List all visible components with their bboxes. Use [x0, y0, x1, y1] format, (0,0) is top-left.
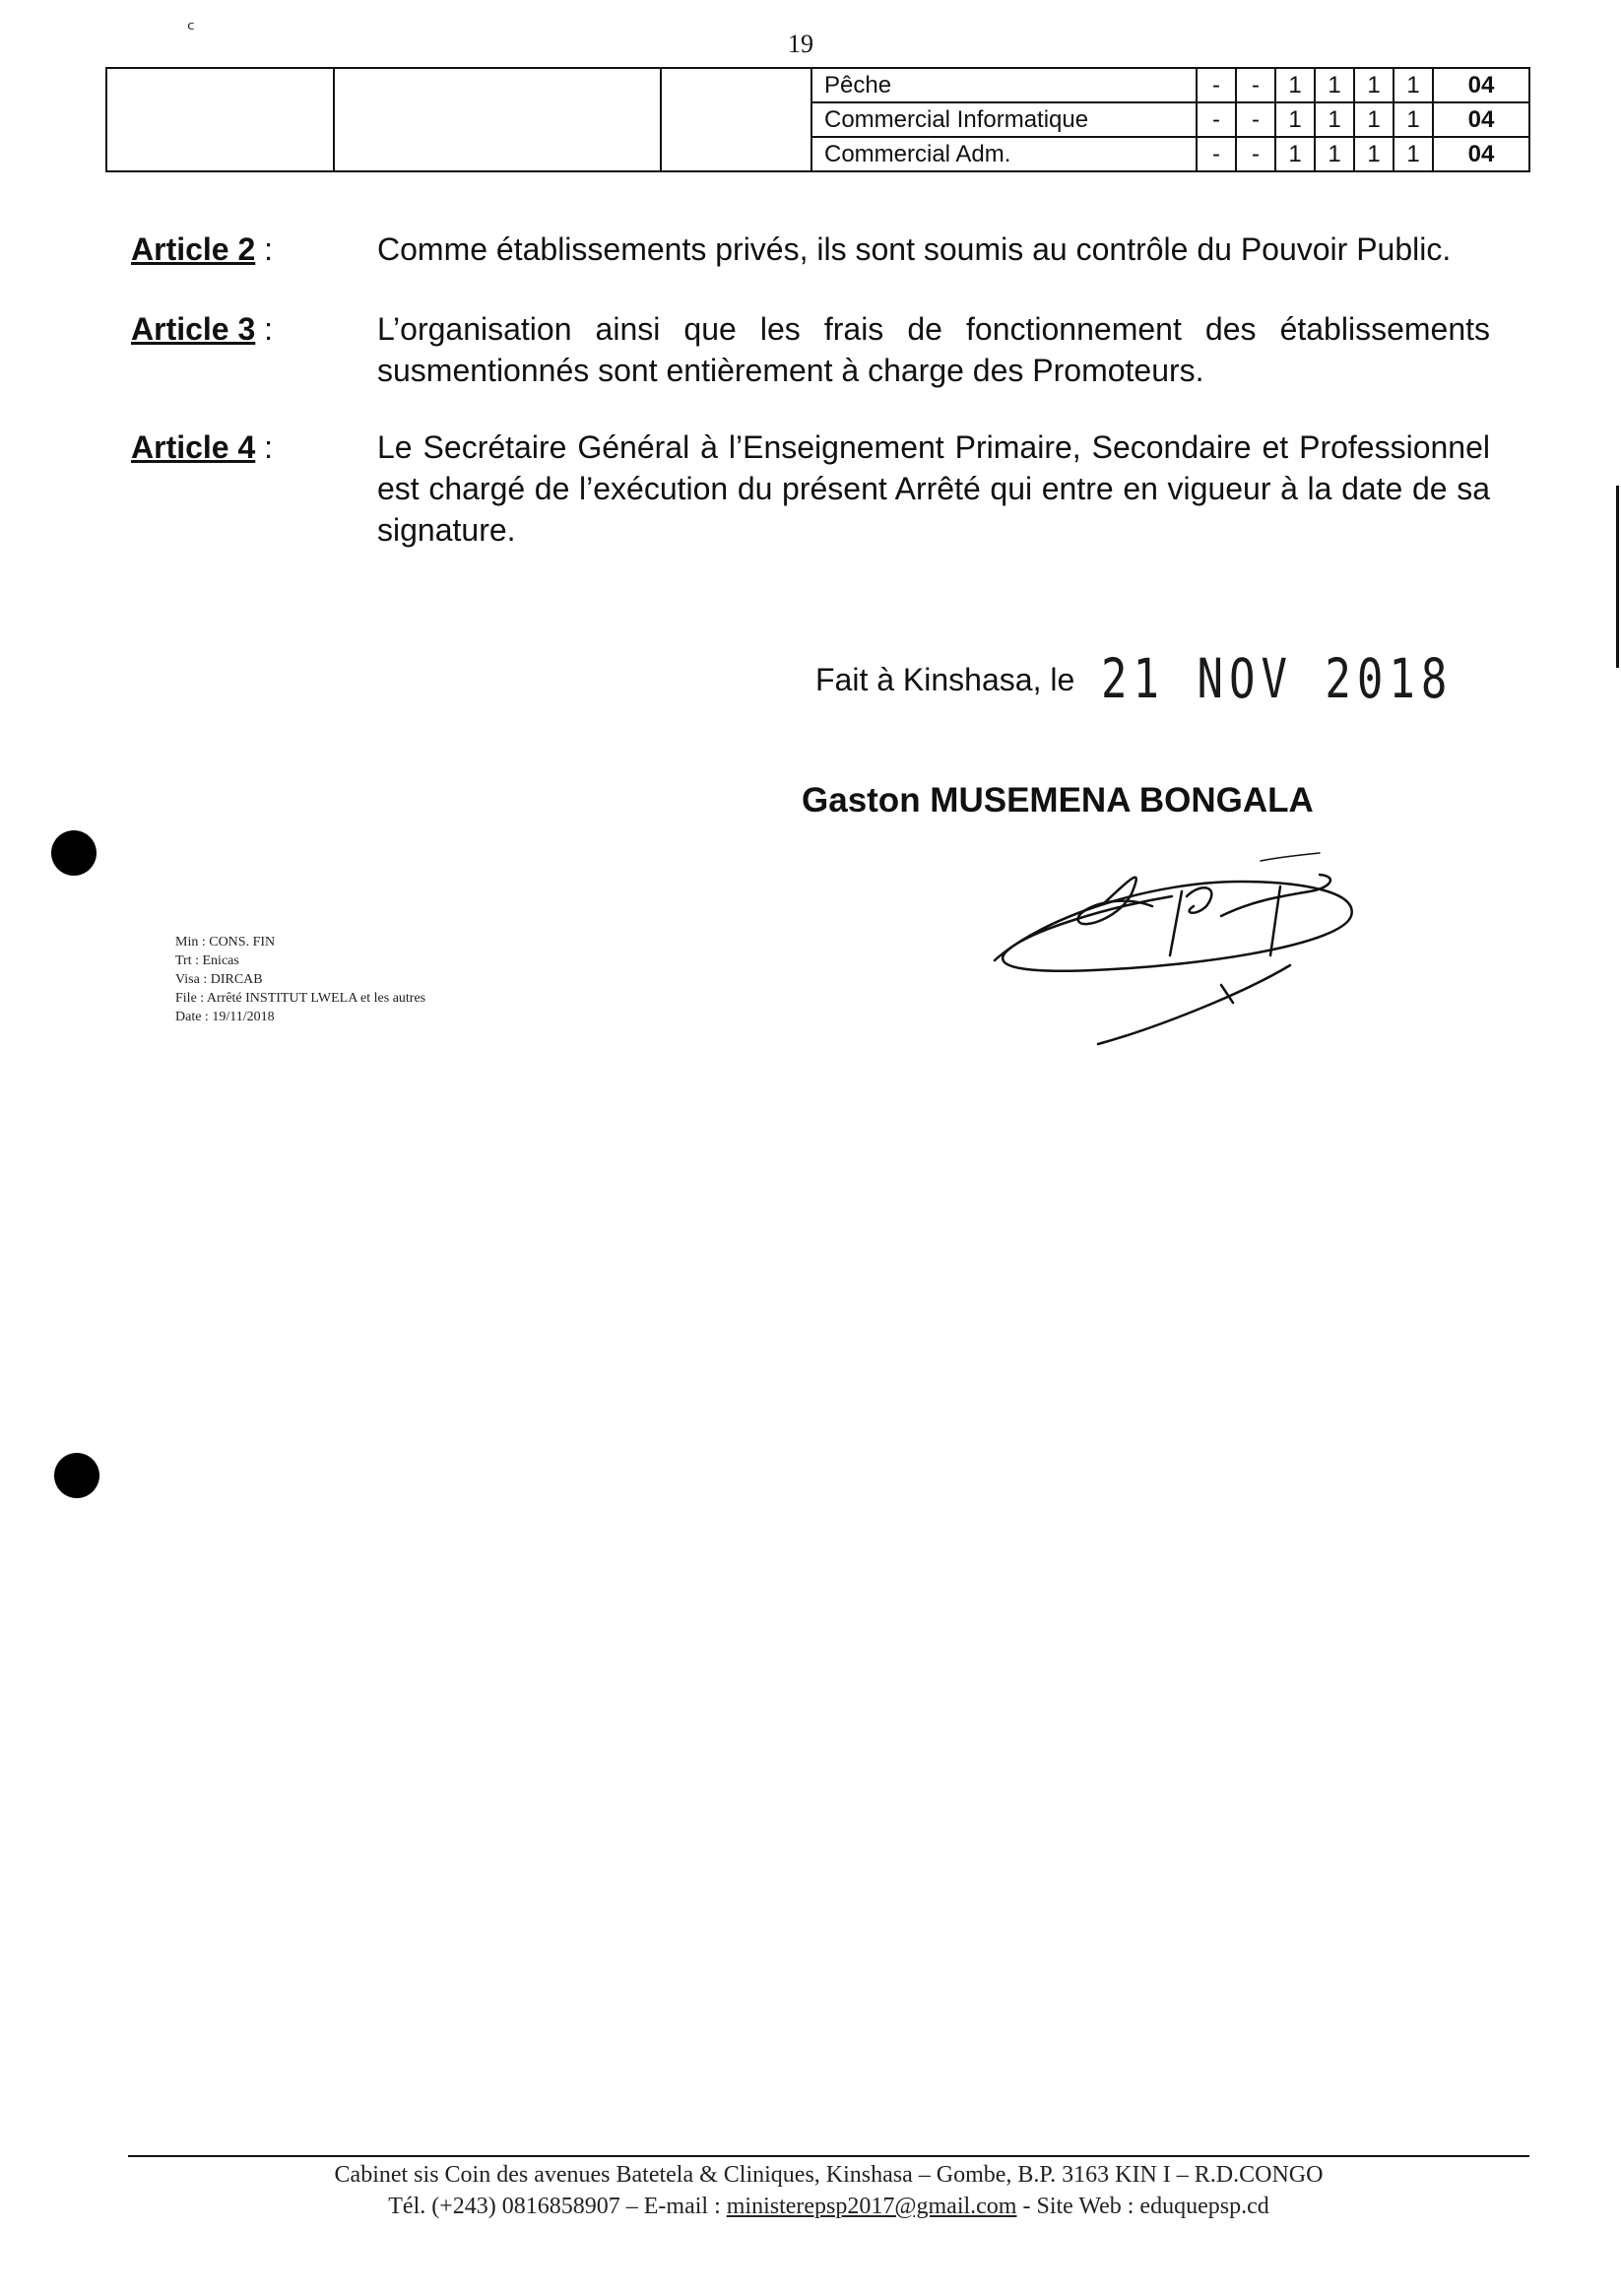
- table-row: [106, 137, 1529, 171]
- count-cell: 1: [1394, 102, 1433, 137]
- total-cell: 04: [1433, 137, 1529, 171]
- count-cell: 1: [1275, 137, 1315, 171]
- footer-contact: [128, 2194, 1529, 2220]
- count-cell: -: [1197, 68, 1236, 102]
- article-label: Article 2: [131, 231, 256, 267]
- empty-cell: [334, 102, 661, 137]
- footer-divider: [128, 2155, 1529, 2157]
- schedule-table: [105, 67, 1530, 172]
- scan-edge-line: [1616, 486, 1619, 668]
- footer-email-link[interactable]: ministerepsp2017@gmail.com: [726, 2194, 1017, 2219]
- empty-cell: [661, 68, 811, 102]
- article-heading: [131, 426, 367, 468]
- punch-hole: [54, 1453, 99, 1498]
- article-text: Comme établissements privés, ils sont soumis au contrôle du Pouvoir Public.: [377, 231, 1452, 267]
- article-colon: :: [255, 311, 274, 347]
- footer-website: - Site Web : eduquepsp.cd: [1016, 2194, 1269, 2219]
- count-cell: 1: [1315, 68, 1354, 102]
- ref-visa: Visa : DIRCAB: [175, 972, 263, 987]
- count-cell: 1: [1354, 68, 1394, 102]
- footer-tel: Tél. (+243) 0816858907 – E-mail :: [388, 2194, 727, 2219]
- handwritten-signature: [985, 837, 1398, 1054]
- count-cell: 1: [1354, 102, 1394, 137]
- place-date-label: Fait à Kinshasa, le: [815, 662, 1075, 697]
- count-cell: 1: [1275, 68, 1315, 102]
- article-label: Article 4: [131, 429, 256, 465]
- total-cell: 04: [1433, 102, 1529, 137]
- count-cell: 1: [1315, 102, 1354, 137]
- date-stamp: 21 NOV 2018: [1101, 648, 1454, 711]
- count-cell: -: [1236, 68, 1275, 102]
- article-text: Le Secrétaire Général à l’Enseignement Primaire, Secondaire et Professionnel est chargé de l’exécution du présent Arrêté qui entre en vigueur à la date de sa signature.: [377, 429, 1490, 548]
- empty-cell: [106, 102, 334, 137]
- empty-cell: [106, 68, 334, 102]
- article-text: L’organisation ainsi que les frais de fonctionnement des établissements susmentionnés sont entièrement à charge des Promoteurs.: [377, 311, 1490, 388]
- table-row: [106, 68, 1529, 102]
- signatory-name: Gaston MUSEMENA BONGALA: [802, 781, 1314, 820]
- count-cell: 1: [1394, 137, 1433, 171]
- empty-cell: [661, 137, 811, 171]
- reference-block: [175, 933, 425, 1026]
- page-number: 19: [788, 30, 813, 58]
- article-heading: [131, 308, 367, 350]
- empty-cell: [334, 137, 661, 171]
- count-cell: 1: [1315, 137, 1354, 171]
- ref-date: Date : 19/11/2018: [175, 1010, 275, 1024]
- ref-min: Min : CONS. FIN: [175, 935, 276, 950]
- count-cell: -: [1236, 137, 1275, 171]
- count-cell: -: [1197, 137, 1236, 171]
- count-cell: -: [1197, 102, 1236, 137]
- total-cell: 04: [1433, 68, 1529, 102]
- corner-mark: ᶜ: [187, 18, 196, 42]
- count-cell: -: [1236, 102, 1275, 137]
- section-label-cell: Commercial Adm.: [811, 137, 1197, 171]
- empty-cell: [661, 102, 811, 137]
- count-cell: 1: [1394, 68, 1433, 102]
- section-label-cell: Pêche: [811, 68, 1197, 102]
- count-cell: 1: [1275, 102, 1315, 137]
- article-colon: :: [255, 429, 274, 465]
- count-cell: 1: [1354, 137, 1394, 171]
- article-heading: [131, 229, 367, 270]
- table-row: [106, 102, 1529, 137]
- empty-cell: [334, 68, 661, 102]
- ref-file: File : Arrêté INSTITUT LWELA et les autres: [175, 991, 426, 1006]
- punch-hole: [51, 830, 97, 876]
- article-colon: :: [255, 231, 274, 267]
- footer-address: Cabinet sis Coin des avenues Batetela & Cliniques, Kinshasa – Gombe, B.P. 3163 KIN I – R.D.CONGO: [334, 2162, 1324, 2188]
- section-label-cell: Commercial Informatique: [811, 102, 1197, 137]
- article-label: Article 3: [131, 311, 256, 347]
- empty-cell: [106, 137, 334, 171]
- ref-trt: Trt : Enicas: [175, 953, 239, 968]
